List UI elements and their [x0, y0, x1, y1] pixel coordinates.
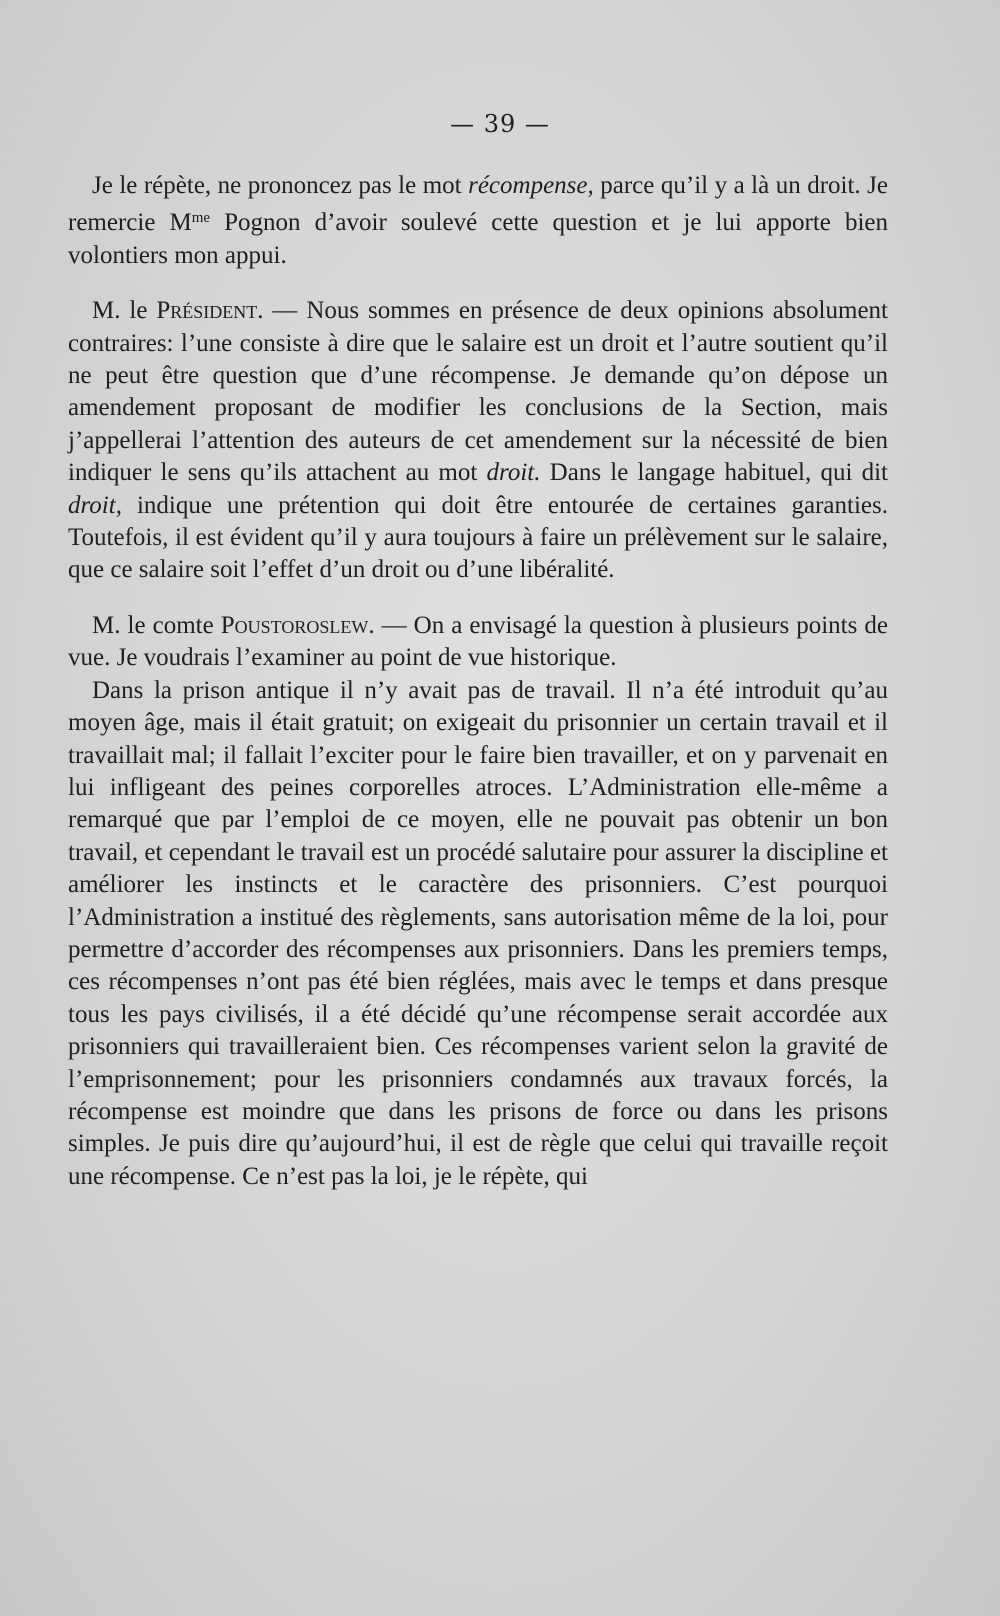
p3-text-a: M. le comte	[92, 611, 221, 639]
p1-italic-word: récompense,	[468, 172, 594, 199]
p1-text-e: Pognon d’avoir soulevé cette question et je lui apporte bien volontiers mon appui.	[68, 209, 888, 269]
paragraph-1	[68, 170, 888, 272]
paragraph-2	[68, 295, 888, 587]
p3-text-c: . — On a envisagé la question à plusieurs points de vue. Je voudrais l’examiner au point de vue historique.	[68, 611, 888, 672]
p3-speaker: Poustoroslew	[220, 611, 369, 639]
p1-text-a: Je le répète, ne prononcez pas le mot	[92, 172, 469, 199]
p2-italic-droit-1: droit.	[486, 459, 541, 487]
paragraph-3	[68, 610, 888, 675]
p1-text-c: parce qu’il y a là un droit. Je remercie M	[68, 172, 888, 237]
p2-text-c: . — Nous sommes en présence de deux opinions absolument contraires: l’une consiste à dire que le salaire est un droit et l’autre soutient qu’il ne peut être question que d’une récompense. Je demande qu’on dépose un amendement proposant de modifier les conclusions de la Section, mais j’appellerai l’attention des auteurs de cet amendement sur la nécessité de bien indiquer le sens qu’ils attachent au mot	[68, 297, 888, 487]
p2-speaker: Président	[156, 297, 258, 325]
p1-superscript: me	[191, 210, 211, 227]
page-number: — 39 —	[450, 110, 550, 138]
p2-text-e: Dans le langage habituel, qui dit	[540, 459, 888, 487]
p2-text-g: indique une prétention qui doit être entourée de certaines garanties. Toutefois, il est évident qu’il y aura toujours à faire un prélèvement sur le salaire, que ce salaire soit l’effet d’un droit ou d’une libéralité.	[68, 491, 888, 584]
p2-italic-droit-2: droit,	[68, 491, 122, 519]
page-body	[68, 170, 888, 1193]
paragraph-4: Dans la prison antique il n’y avait pas de travail. Il n’a été introduit qu’au moyen âge, mais il était gratuit; on exigeait du prisonnier un certain travail et il travaillait mal; il fallait l’exciter pour le faire bien travailler, et on y parvenait en lui infligeant des peines corporelles atroces. L’Administration elle-même a remarqué que par l’emploi de ce moyen, elle ne pouvait pas obtenir un bon travail, et cependant le travail est un procédé salutaire pour assurer la discipline et améliorer les instincts et le caractère des prisonniers. C’est pourquoi l’Administration a institué des règlements, sans autorisation même de la loi, pour permettre d’accorder des récompenses aux prisonniers. Dans les premiers temps, ces récompenses n’ont pas été bien réglées, mais avec le temps et dans presque tous les pays civilisés, il a été décidé qu’une récompense serait accordée aux prisonniers qui travailleraient bien. Ces récompenses varient selon la gravité de l’emprisonnement; pour les prisonniers condamnés aux travaux forcés, la récompense est moindre que dans les prisons de force ou dans les prisons simples. Je puis dire qu’aujourd’hui, il est de règle que celui qui travaille reçoit une récompense. Ce n’est pas la loi, je le répète, qui	[68, 676, 888, 1190]
p2-text-a: M. le	[92, 297, 157, 325]
